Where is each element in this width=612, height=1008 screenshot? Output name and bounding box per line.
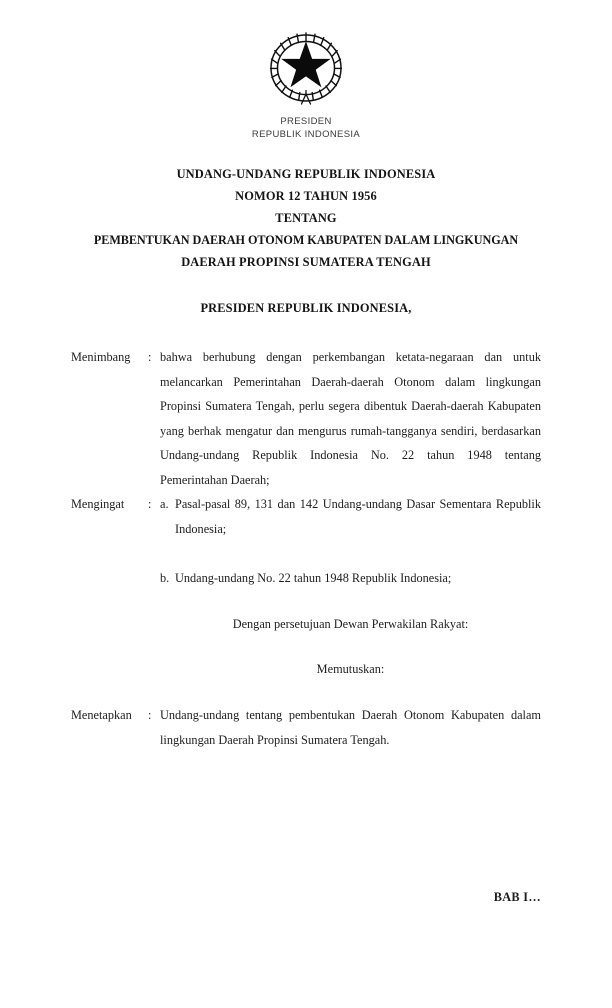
emblem-caption-line2: REPUBLIK INDONESIA (251, 128, 361, 140)
clause-stipulating (71, 703, 541, 752)
title-line-subject-1: PEMBENTUKAN DAERAH OTONOM KABUPATEN DALAM LINGKUNGAN (93, 233, 519, 247)
list-item (160, 566, 541, 591)
list-item-text: Pasal-pasal 89, 131 dan 142 Undang-undang Dasar Sementara Republik Indonesia; (175, 497, 541, 536)
clause-considering-colon: : (148, 350, 152, 364)
title-line-tentang: TENTANG (275, 211, 337, 225)
list-item (160, 492, 541, 541)
emblem-caption (0, 116, 612, 141)
clause-considering (71, 345, 541, 492)
clause-considering-label: Menimbang (71, 350, 131, 364)
list-item-marker: a. (160, 497, 169, 511)
clause-recalling-label: Mengingat (71, 497, 125, 511)
list-item-text: Undang-undang No. 22 tahun 1948 Republik Indonesia; (175, 570, 452, 585)
clause-recalling (71, 492, 541, 590)
title-line-subject-2: DAERAH PROPINSI SUMATERA TENGAH (181, 255, 431, 269)
list-item-marker: b. (160, 570, 170, 585)
clause-considering-text: bahwa berhubung dengan perkembangan ketata-negaraan dan untuk melancarkan Pemerintahan Daerah-daerah Otonom dalam lingkungan Propinsi Sumatera Tengah, perlu segera dibentuk Daerah-daerah Kabupaten yang berhak mengatur dan mengurus rumah-tangganya sendiri, berdasarkan Undang-undang Republik Indonesia No. 22 tahun 1948 tentang Pemerintahan Daerah; (160, 350, 541, 487)
indonesia-presidential-emblem-star-wreath-icon (262, 28, 350, 112)
title-line-1: UNDANG-UNDANG REPUBLIK INDONESIA (176, 167, 436, 181)
title-line-number: NOMOR 12 TAHUN 1956 (235, 189, 377, 203)
emblem-caption-line1: PRESIDEN (280, 116, 332, 127)
emblem-block (0, 28, 612, 141)
document-title-block (71, 163, 541, 273)
decision-line: Memutuskan: (316, 662, 385, 676)
footer-continuation-note: BAB I… (493, 890, 541, 904)
approval-line: Dengan persetujuan Dewan Perwakilan Rakyat: (232, 617, 469, 631)
clause-recalling-colon: : (148, 497, 152, 511)
clause-stipulating-text: Undang-undang tentang pembentukan Daerah Otonom Kabupaten dalam lingkungan Daerah Propinsi Sumatera Tengah. (160, 708, 541, 747)
clause-stipulating-body (160, 703, 541, 752)
issuer-heading: PRESIDEN REPUBLIK INDONESIA, (200, 301, 412, 315)
clause-stipulating-label: Menetapkan (71, 708, 132, 722)
clause-recalling-body (160, 492, 541, 590)
clause-considering-body (160, 345, 541, 492)
clause-stipulating-colon: : (148, 708, 152, 722)
